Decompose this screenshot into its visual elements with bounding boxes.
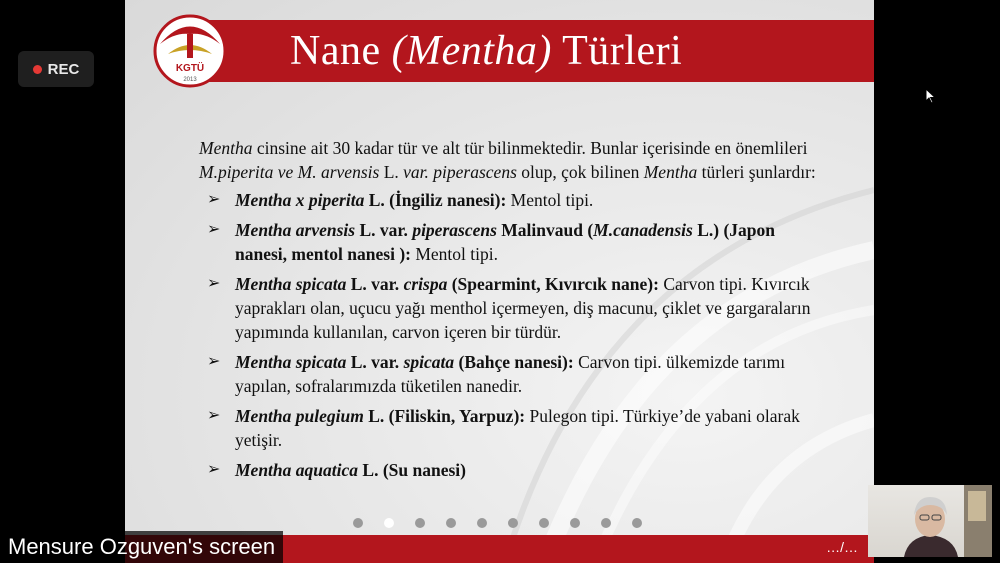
pager-dot[interactable] bbox=[415, 518, 425, 528]
record-dot-icon bbox=[33, 65, 42, 74]
pager-dot[interactable] bbox=[477, 518, 487, 528]
shared-slide bbox=[125, 0, 874, 563]
mouse-cursor-icon bbox=[925, 88, 937, 104]
list-item: ➢ Mentha spicata L. var. crispa (Spearmint, Kıvırcık nane): Carvon tipi. Kıvırcık yaprakları olan, uçucu yağı menthol içermeyen, diş macunu, çiklet ve gargaraların yapımında kullanılan, carvon içeren bir türdür. bbox=[207, 274, 811, 342]
intro-paragraph: Mentha cinsine ait 30 kadar tür ve alt tür bilinmektedir. Bunlar içerisinde en önemlileri M.piperita ve M. arvensis L. var. piperascens olup, çok bilinen Mentha türleri şunlardır: bbox=[199, 138, 816, 182]
list-item: ➢ Mentha aquatica L. (Su nanesi) bbox=[207, 460, 466, 480]
arrow-bullet-icon: ➢ bbox=[207, 353, 221, 370]
list-item: ➢ Mentha spicata L. var. spicata (Bahçe nanesi): Carvon tipi. ülkemizde tarımı yapılan, sofralarımızda tüketilen nanedir. bbox=[207, 352, 786, 396]
list-item: ➢ Mentha x piperita L. (İngiliz nanesi): Mentol tipi. bbox=[207, 190, 594, 210]
arrow-bullet-icon: ➢ bbox=[207, 191, 221, 208]
slide-title: Nane (Mentha) Türleri bbox=[290, 28, 683, 74]
svg-text:2013: 2013 bbox=[183, 77, 197, 83]
arrow-bullet-icon: ➢ bbox=[207, 407, 221, 424]
recording-indicator[interactable] bbox=[18, 51, 94, 87]
arrow-bullet-icon: ➢ bbox=[207, 221, 221, 238]
pager-dot[interactable] bbox=[539, 518, 549, 528]
list-item: ➢ Mentha arvensis L. var. piperascens Malinvaud (M.canadensis L.) (Japon nanesi, mentol nanesi ): Mentol tipi. bbox=[207, 220, 776, 264]
slide-body bbox=[199, 136, 819, 488]
arrow-bullet-icon: ➢ bbox=[207, 275, 221, 292]
participant-avatar bbox=[868, 485, 992, 557]
slide-title-bar bbox=[200, 20, 874, 82]
university-logo bbox=[150, 14, 230, 88]
pager-dot[interactable] bbox=[384, 518, 394, 528]
arrow-bullet-icon: ➢ bbox=[207, 461, 221, 478]
pager-dot[interactable] bbox=[508, 518, 518, 528]
species-list bbox=[199, 188, 819, 482]
pager-dot[interactable] bbox=[353, 518, 363, 528]
pager-dot[interactable] bbox=[632, 518, 642, 528]
participant-video[interactable] bbox=[868, 485, 992, 557]
pager-dot[interactable] bbox=[570, 518, 580, 528]
page-indicator: …/… bbox=[826, 539, 858, 555]
pager-dot[interactable] bbox=[446, 518, 456, 528]
slide-pager bbox=[353, 518, 642, 528]
svg-text:KGTÜ: KGTÜ bbox=[175, 63, 205, 74]
recording-label: REC bbox=[47, 60, 80, 78]
pager-dot[interactable] bbox=[601, 518, 611, 528]
list-item: ➢ Mentha pulegium L. (Filiskin, Yarpuz): Pulegon tipi. Türkiye’de yabani olarak yetişir. bbox=[207, 406, 800, 450]
screen-share-label: Mensure Ozguven's screen bbox=[0, 531, 283, 563]
